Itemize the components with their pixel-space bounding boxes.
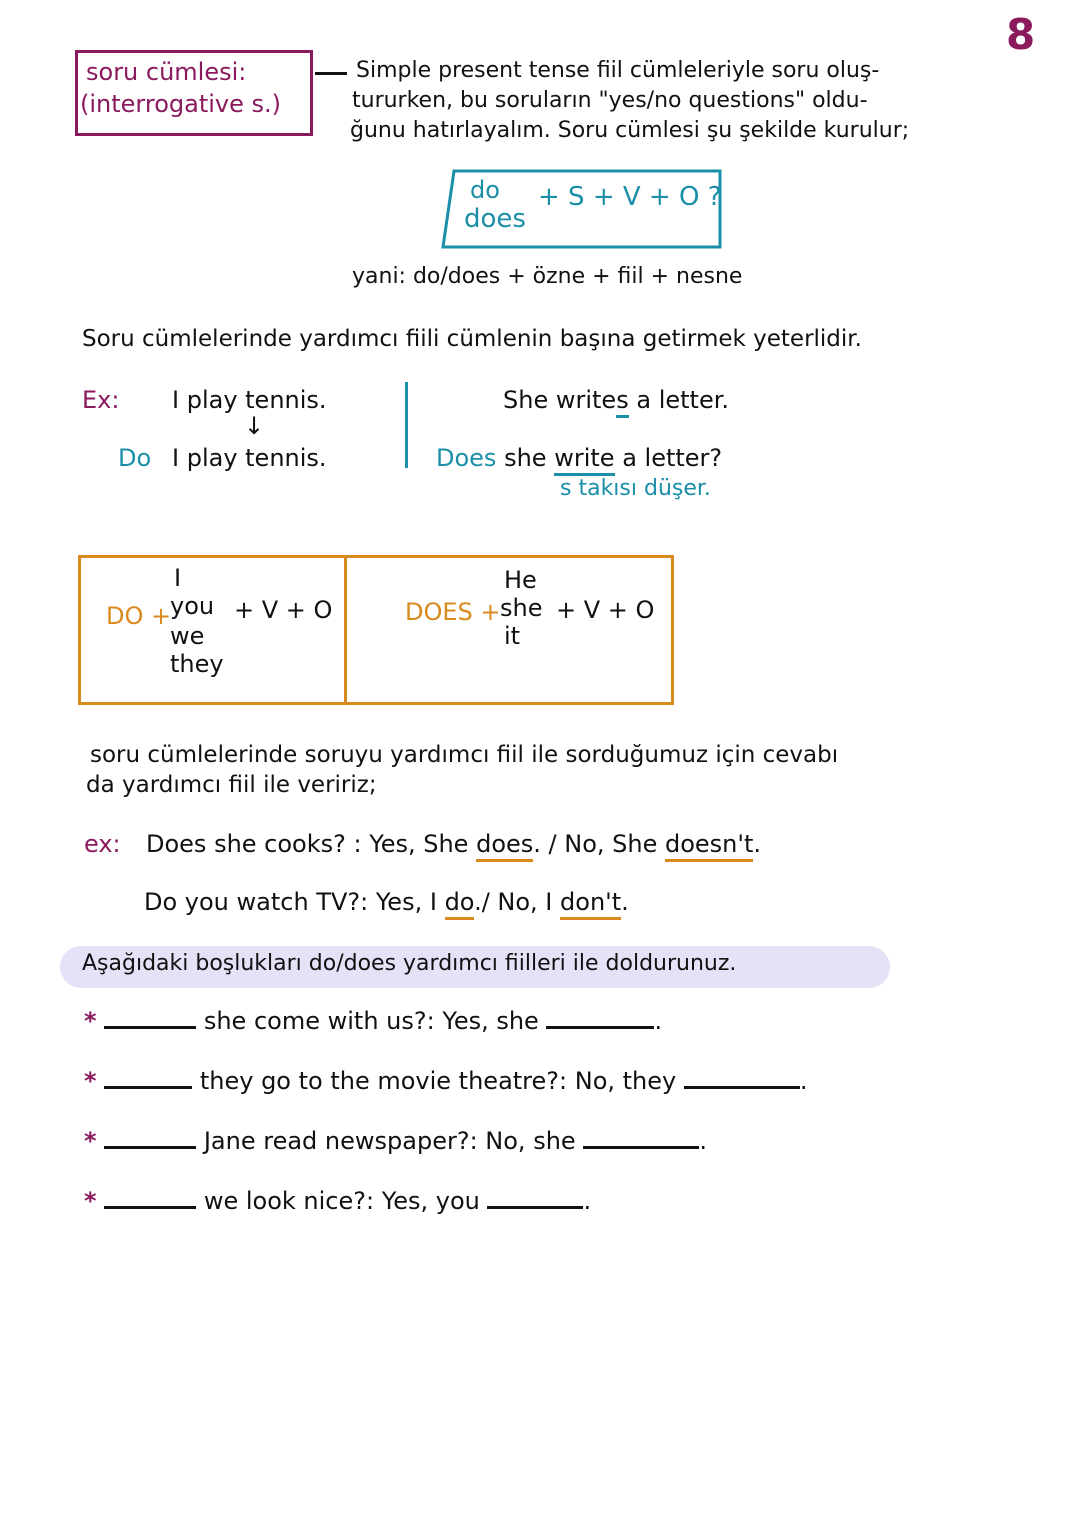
answer-example-2-yes: do [445, 888, 475, 920]
answer-example-1 [146, 830, 761, 858]
table-right-rest: + V + O [556, 596, 655, 624]
example-right-object: a letter. [636, 386, 730, 414]
exercise-item-1: * she come with us?: Yes, she . [84, 1007, 663, 1035]
exercise-blank-1-question[interactable] [104, 1006, 196, 1029]
answer-example-1-end: . [753, 830, 762, 858]
table-right-subject-2: she [500, 594, 543, 622]
table-right-subject-1: He [504, 566, 537, 594]
table-left-subject-1: I [174, 564, 182, 592]
exercise-item-3-question: Jane read newspaper?: [203, 1127, 478, 1155]
title-line-2: (interrogative s.) [80, 90, 281, 118]
example-right-question-verb: write [554, 444, 614, 476]
do-does-table [78, 555, 674, 705]
table-left-rest: + V + O [234, 596, 333, 624]
example-right-statement [503, 386, 729, 414]
answer-example-2-question: Do you watch TV?: Yes, I [144, 888, 437, 916]
title-connector [315, 72, 347, 75]
example-right-question-object: a letter? [622, 444, 723, 472]
table-right-aux: DOES + [405, 598, 501, 626]
exercise-star-1: * [84, 1007, 97, 1035]
example-left-question-aux: Do [118, 444, 152, 472]
examples-divider [405, 382, 408, 468]
example-arrow: ↓ [244, 412, 265, 440]
example-right-question-aux: Does [436, 444, 497, 472]
exercise-blank-2-answer[interactable] [684, 1066, 800, 1089]
examples-label: Ex: [82, 386, 120, 414]
table-right-subject-3: it [504, 622, 521, 650]
answer-example-2-end: . [621, 888, 629, 916]
answer-example-1-yes: does [476, 830, 533, 862]
example-right-question-subject: she [504, 444, 547, 472]
formula-aux-does: does [464, 204, 526, 234]
exercise-item-2-answer: No, they [574, 1067, 677, 1095]
answer-rule-line-2: da yardımcı fiil ile veririz; [86, 772, 377, 798]
table-left-aux: DO + [106, 602, 172, 630]
exercise-blank-3-answer[interactable] [583, 1126, 699, 1149]
answer-example-2-no: don't [560, 888, 621, 920]
yani-line: yani: do/does + özne + fiil + nesne [352, 264, 743, 289]
formula-aux-do: do [470, 176, 500, 204]
exercise-blank-4-answer[interactable] [487, 1186, 583, 1209]
intro-line-1: Simple present tense fiil cümleleriyle soru oluş- [356, 58, 880, 83]
exercise-blank-2-question[interactable] [104, 1066, 192, 1089]
exercise-blank-3-question[interactable] [104, 1126, 196, 1149]
answer-example-1-mid: . / No, She [533, 830, 658, 858]
table-left-subject-4: they [170, 650, 224, 678]
exercise-item-3-answer: No, she [485, 1127, 576, 1155]
exercise-item-2: * they go to the movie theatre?: No, they . [84, 1067, 808, 1095]
example-left-statement: I play tennis. [172, 386, 327, 414]
exercise-item-4-answer: Yes, you [381, 1187, 480, 1215]
exercise-item-3: * Jane read newspaper?: No, she . [84, 1127, 707, 1155]
exercise-star-2: * [84, 1067, 97, 1095]
exercise-item-2-question: they go to the movie theatre?: [199, 1067, 568, 1095]
answer-example-2 [144, 888, 629, 916]
rule-line: Soru cümlelerinde yardımcı fiili cümlenin başına getirmek yeterlidir. [82, 326, 862, 352]
title-line-1: soru cümlesi: [86, 58, 247, 86]
example-note: s takısı düşer. [560, 476, 711, 501]
intro-line-2: tururken, bu soruların "yes/no questions" oldu- [352, 88, 868, 113]
example-right-subject: She [503, 386, 549, 414]
table-left-subject-2: you [170, 592, 215, 620]
answer-example-1-question: Does she cooks? : Yes, She [146, 830, 469, 858]
intro-line-3: ğunu hatırlayalım. Soru cümlesi şu şekilde kurulur; [350, 118, 910, 143]
exercise-star-4: * [84, 1187, 97, 1215]
exercise-star-3: * [84, 1127, 97, 1155]
answer-examples-label: ex: [84, 830, 121, 858]
exercise-item-1-question: she come with us?: [203, 1007, 435, 1035]
exercise-item-4: * we look nice?: Yes, you . [84, 1187, 592, 1215]
do-does-table-divider [344, 555, 347, 705]
example-left-question-rest: I play tennis. [172, 444, 327, 472]
answer-example-2-mid: ./ No, I [474, 888, 553, 916]
exercise-item-4-question: we look nice?: [203, 1187, 375, 1215]
page-number: 8 [1006, 10, 1036, 59]
example-right-verb-s: s [616, 386, 629, 418]
answer-example-1-no: doesn't [665, 830, 753, 862]
table-left-subject-3: we [170, 622, 205, 650]
example-right-verb: writes [556, 386, 629, 418]
exercise-blank-4-question[interactable] [104, 1186, 196, 1209]
exercise-item-1-answer: Yes, she [442, 1007, 539, 1035]
exercise-instruction: Aşağıdaki boşlukları do/does yardımcı fiilleri ile doldurunuz. [82, 951, 737, 976]
formula-rest: + S + V + O ? [538, 182, 722, 212]
answer-rule-line-1: soru cümlelerinde soruyu yardımcı fiil ile sorduğumuz için cevabı [90, 742, 839, 768]
example-right-question [436, 444, 722, 472]
exercise-blank-1-answer[interactable] [546, 1006, 654, 1029]
